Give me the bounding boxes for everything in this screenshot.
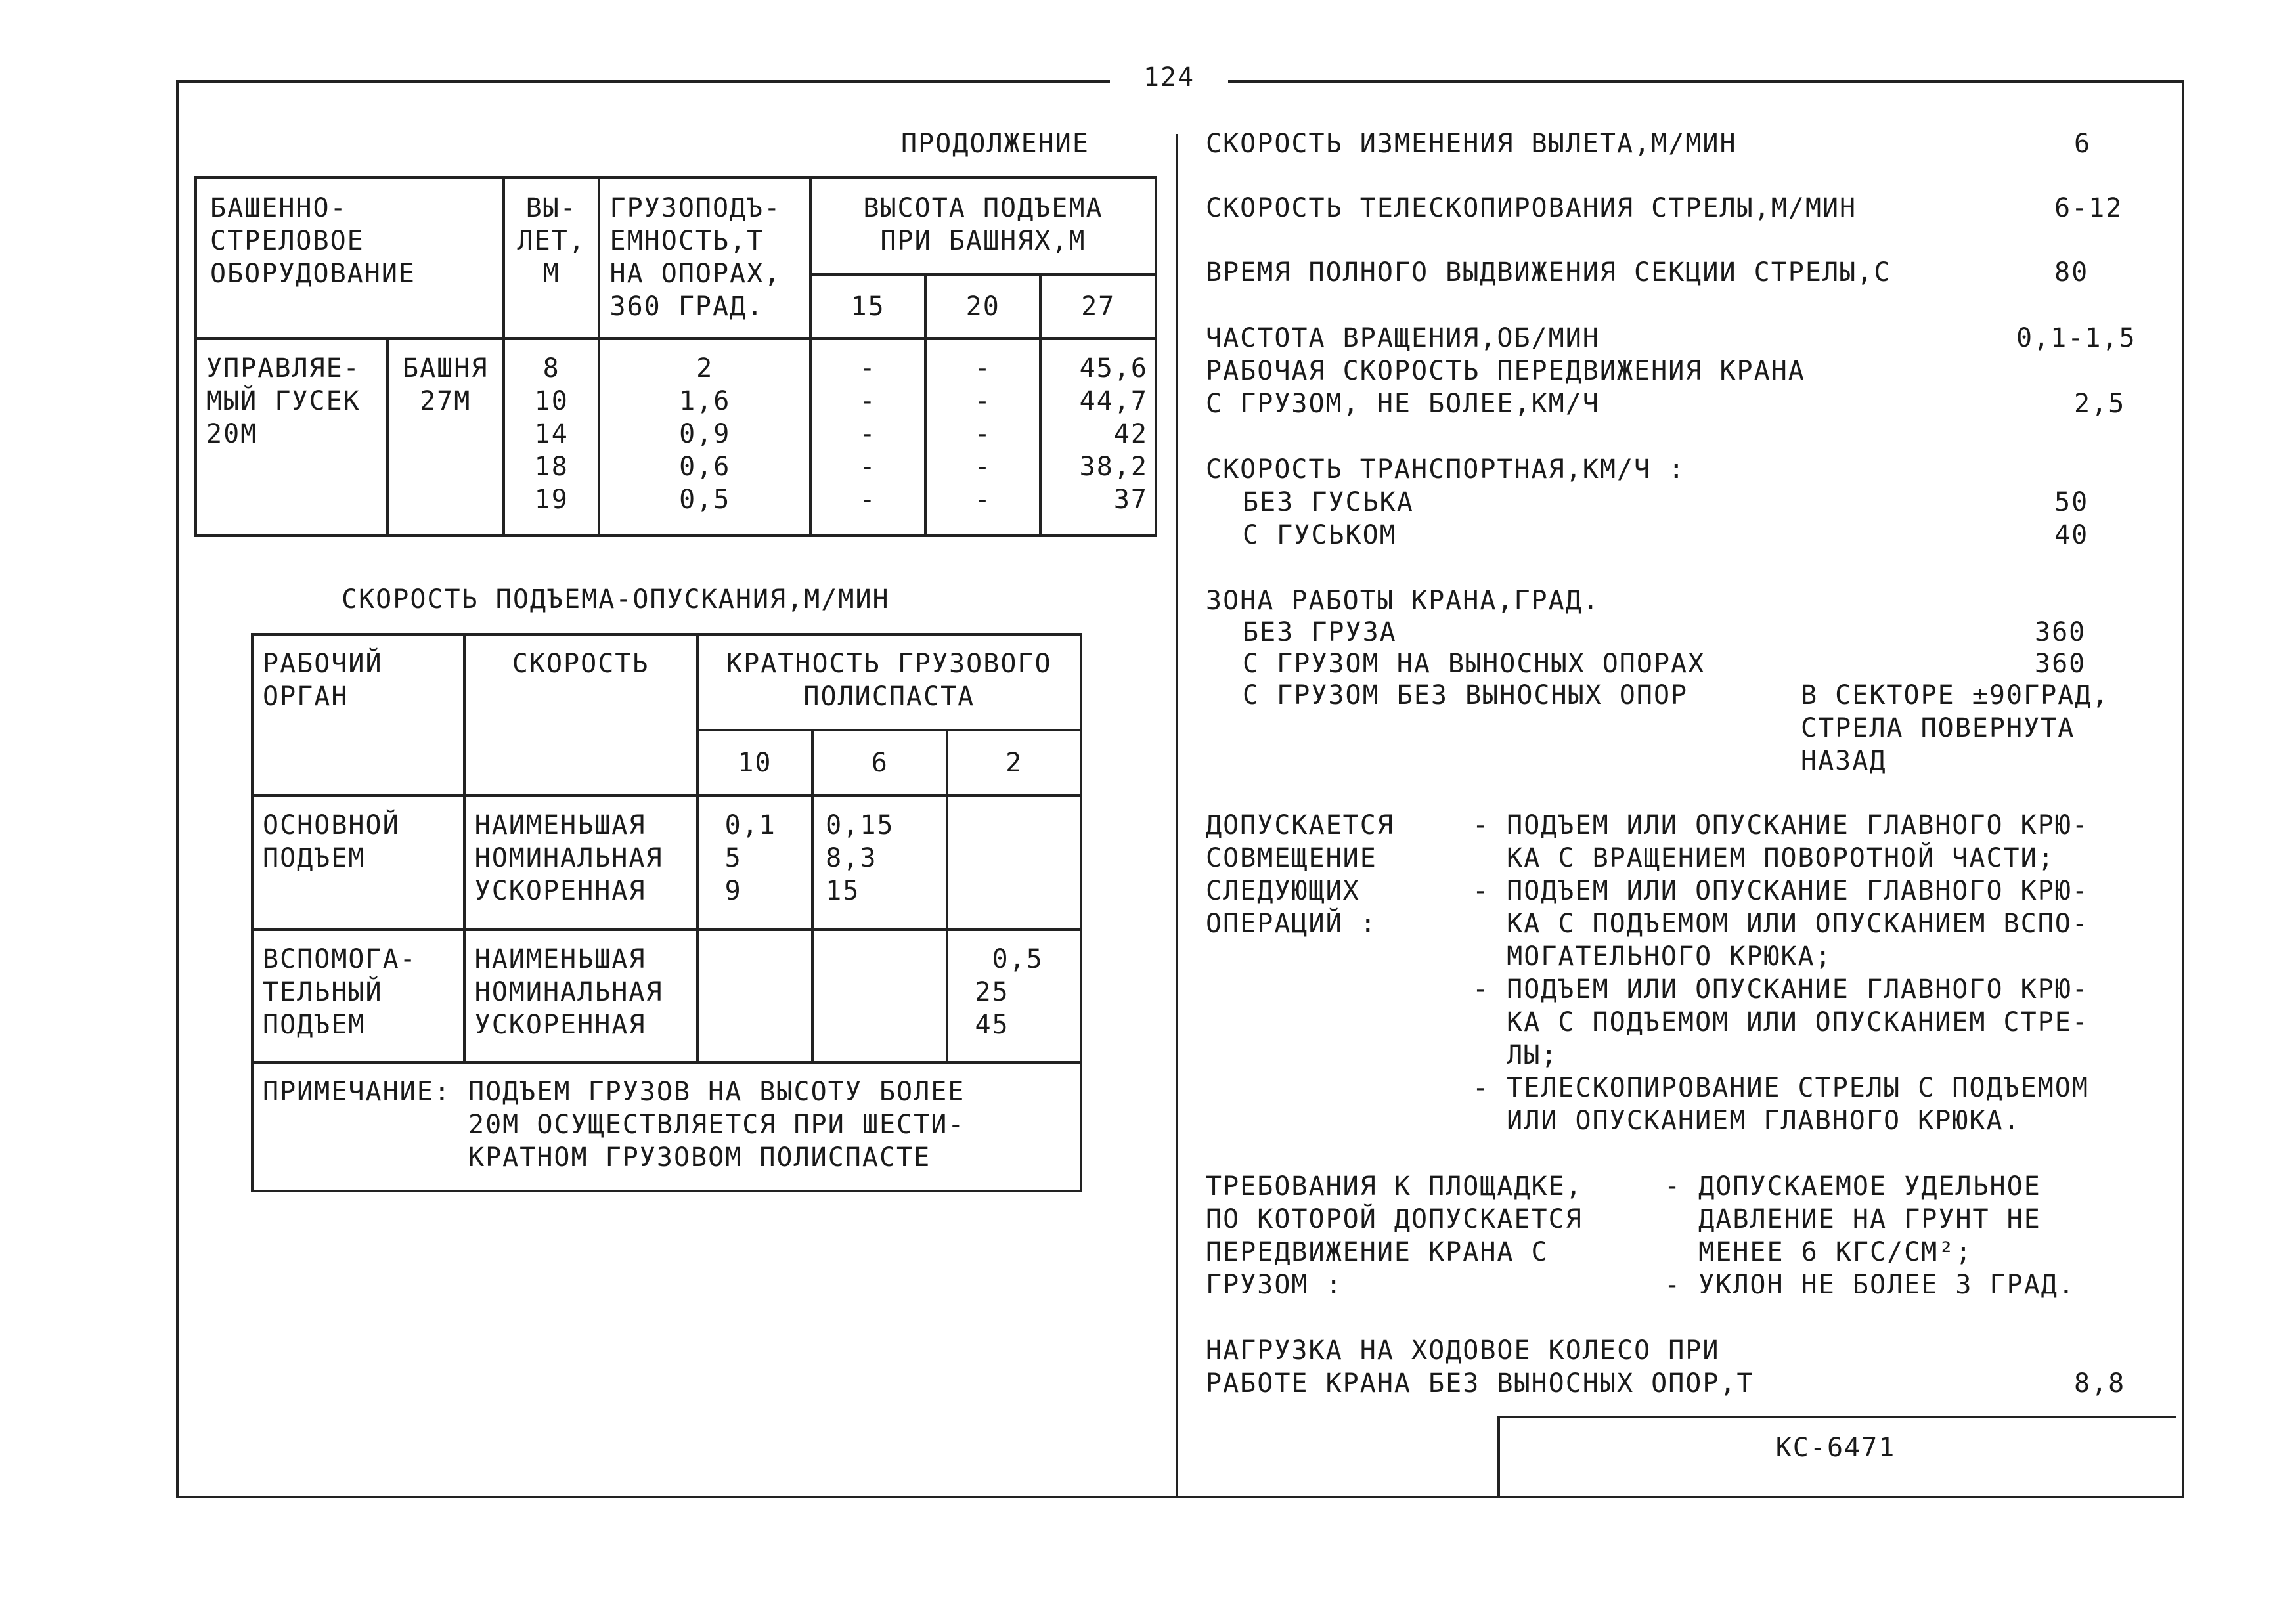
site-requirements-label: ТРЕБОВАНИЯ К ПЛОЩАДКЕ, ПО КОТОРОЙ ДОПУСКАЕТСЯ ПЕРЕДВИЖЕНИЕ КРАНА С ГРУЗОМ : [1206, 1171, 1583, 1300]
zone-no-outriggers-label: С ГРУЗОМ БЕЗ ВЫНОСНЫХ ОПОР [1243, 680, 1689, 710]
header-mult-2: 2 [947, 730, 1081, 796]
cell-equipment: УПРАВЛЯЕ- МЫЙ ГУСЕК 20М [196, 339, 387, 536]
header-reach: ВЫ- ЛЕТ, М [504, 177, 600, 339]
cell-main-10: 0,1 5 9 [697, 796, 813, 930]
zone-label: ЗОНА РАБОТЫ КРАНА,ГРАД. [1206, 586, 1600, 616]
travel-label-1: РАБОЧАЯ СКОРОСТЬ ПЕРЕДВИЖЕНИЯ КРАНА [1206, 356, 1805, 386]
cell-main-6: 0,15 8,3 15 [812, 796, 947, 930]
capacity-table [194, 176, 1157, 537]
transport-label: СКОРОСТЬ ТРАНСПОРТНАЯ,КМ/Ч : [1206, 454, 1686, 485]
combo-label: ДОПУСКАЕТСЯ СОВМЕЩЕНИЕ СЛЕДУЮЩИХ ОПЕРАЦИЙ : [1206, 810, 1394, 939]
transport-no-jib-value: 50 [2054, 487, 2089, 517]
cell-aux-10 [697, 930, 813, 1062]
cell-aux-speeds: НАИМЕНЬШАЯ НОМИНАЛЬНАЯ УСКОРЕННАЯ [464, 930, 697, 1062]
header-organ: РАБОЧИЙ ОРГАН [252, 634, 464, 796]
travel-label-2: С ГРУЗОМ, НЕ БОЛЕЕ,КМ/Ч [1206, 389, 1600, 419]
header-mult-6: 6 [812, 730, 947, 796]
boom-reach-speed-label: СКОРОСТЬ ИЗМЕНЕНИЯ ВЫЛЕТА,М/МИН [1206, 129, 1737, 159]
note: ПРИМЕЧАНИЕ: ПОДЪЕМ ГРУЗОВ НА ВЫСОТУ БОЛЕЕ 20М ОСУЩЕСТВЛЯЕТСЯ ПРИ ШЕСТИ- КРАТНОМ ГРУЗОВОМ ПОЛИСПАСТЕ [252, 1062, 1081, 1191]
cell-aux-6 [812, 930, 947, 1062]
cell-main-organ: ОСНОВНОЙ ПОДЪЕМ [252, 796, 464, 930]
transport-jib-label: С ГУСЬКОМ [1243, 520, 1397, 550]
header-tower-27: 27 [1040, 274, 1156, 339]
zone-outriggers-value: 360 [2035, 649, 2086, 679]
cell-capacity-values: 2 1,6 0,9 0,6 0,5 [599, 339, 810, 536]
cell-tower: БАШНЯ 27М [387, 339, 504, 536]
rotation-label: ЧАСТОТА ВРАЩЕНИЯ,ОБ/МИН [1206, 323, 1600, 353]
model-code: КС-6471 [1775, 1433, 1896, 1463]
wheel-load-label: НАГРУЗКА НА ХОДОВОЕ КОЛЕСО ПРИ РАБОТЕ КРАНА БЕЗ ВЫНОСНЫХ ОПОР,Т [1206, 1336, 1754, 1399]
header-capacity: ГРУЗОПОДЪ- ЕМНОСТЬ,Т НА ОПОРАХ, 360 ГРАД. [599, 177, 810, 339]
cell-main-speeds: НАИМЕНЬШАЯ НОМИНАЛЬНАЯ УСКОРЕННАЯ [464, 796, 697, 930]
cell-height-27-values: 45,6 44,7 42 38,2 37 [1040, 339, 1156, 536]
rotation-value: 0,1-1,5 [2016, 323, 2136, 353]
telescoping-speed-label: СКОРОСТЬ ТЕЛЕСКОПИРОВАНИЯ СТРЕЛЫ,М/МИН [1206, 193, 1857, 223]
zone-outriggers-label: С ГРУЗОМ НА ВЫНОСНЫХ ОПОРАХ [1243, 649, 1706, 679]
header-equipment: БАШЕННО- СТРЕЛОВОЕ ОБОРУДОВАНИЕ [196, 177, 504, 339]
header-speed: СКОРОСТЬ [464, 634, 697, 796]
header-lift-height: ВЫСОТА ПОДЪЕМА ПРИ БАШНЯХ,М [810, 177, 1156, 274]
page-number: 124 [1110, 58, 1228, 97]
column-divider [1176, 134, 1178, 1496]
cell-aux-organ: ВСПОМОГА- ТЕЛЬНЫЙ ПОДЪЕМ [252, 930, 464, 1062]
wheel-load-value: 8,8 [2074, 1368, 2126, 1399]
cell-height-20-values: - - - - - [925, 339, 1040, 536]
cell-aux-2: 0,5 25 45 [947, 930, 1081, 1062]
extension-time-value: 80 [2054, 257, 2089, 288]
transport-no-jib-label: БЕЗ ГУСЬКА [1243, 487, 1414, 517]
header-tower-20: 20 [925, 274, 1040, 339]
header-multiplicity: КРАТНОСТЬ ГРУЗОВОГО ПОЛИСПАСТА [697, 634, 1081, 730]
header-mult-10: 10 [697, 730, 813, 796]
combo-list: - ПОДЪЕМ ИЛИ ОПУСКАНИЕ ГЛАВНОГО КРЮ- КА С ВРАЩЕНИЕМ ПОВОРОТНОЙ ЧАСТИ; - ПОДЪЕМ ИЛИ ОПУСКАНИЕ ГЛАВНОГО КРЮ- КА С ПОДЪЕМОМ ИЛИ ОПУСКАНИЕМ ВСПО- МОГАТЕЛЬНОГО КРЮКА; - ПОДЪЕМ ИЛИ ОПУСКАНИЕ ГЛАВНОГО КРЮ- КА С ПОДЪЕМОМ ИЛИ ОПУСКАНИЕМ СТРЕ- ЛЫ; - ТЕЛЕСКОПИРОВАНИЕ СТРЕЛЫ С ПОДЪЕМОМ ИЛИ ОПУСКАНИЕМ ГЛАВНОГО КРЮКА. [1472, 810, 2089, 1136]
cell-main-2 [947, 796, 1081, 930]
continuation-label: ПРОДОЛЖЕНИЕ [901, 129, 1090, 159]
cell-reach-values: 8 10 14 18 19 [504, 339, 600, 536]
travel-value: 2,5 [2074, 389, 2126, 419]
speed-table-title: СКОРОСТЬ ПОДЪЕМА-ОПУСКАНИЯ,М/МИН [342, 584, 890, 615]
cell-height-15-values: - - - - - [810, 339, 925, 536]
transport-jib-value: 40 [2054, 520, 2089, 550]
speed-table [251, 633, 1082, 1192]
zone-no-outriggers-value: В СЕКТОРЕ ±90ГРАД, СТРЕЛА ПОВЕРНУТА НАЗАД [1801, 680, 2109, 776]
site-requirements-list: - ДОПУСКАЕМОЕ УДЕЛЬНОЕ ДАВЛЕНИЕ НА ГРУНТ НЕ МЕНЕЕ 6 КГС/СМ²; - УКЛОН НЕ БОЛЕЕ 3 ГРАД. [1664, 1171, 2075, 1300]
zone-no-load-label: БЕЗ ГРУЗА [1243, 617, 1397, 647]
telescoping-speed-value: 6-12 [2054, 193, 2123, 223]
header-tower-15: 15 [810, 274, 925, 339]
extension-time-label: ВРЕМЯ ПОЛНОГО ВЫДВИЖЕНИЯ СЕКЦИИ СТРЕЛЫ,С [1206, 257, 1891, 288]
zone-no-load-value: 360 [2035, 617, 2086, 647]
boom-reach-speed-value: 6 [2074, 129, 2092, 159]
